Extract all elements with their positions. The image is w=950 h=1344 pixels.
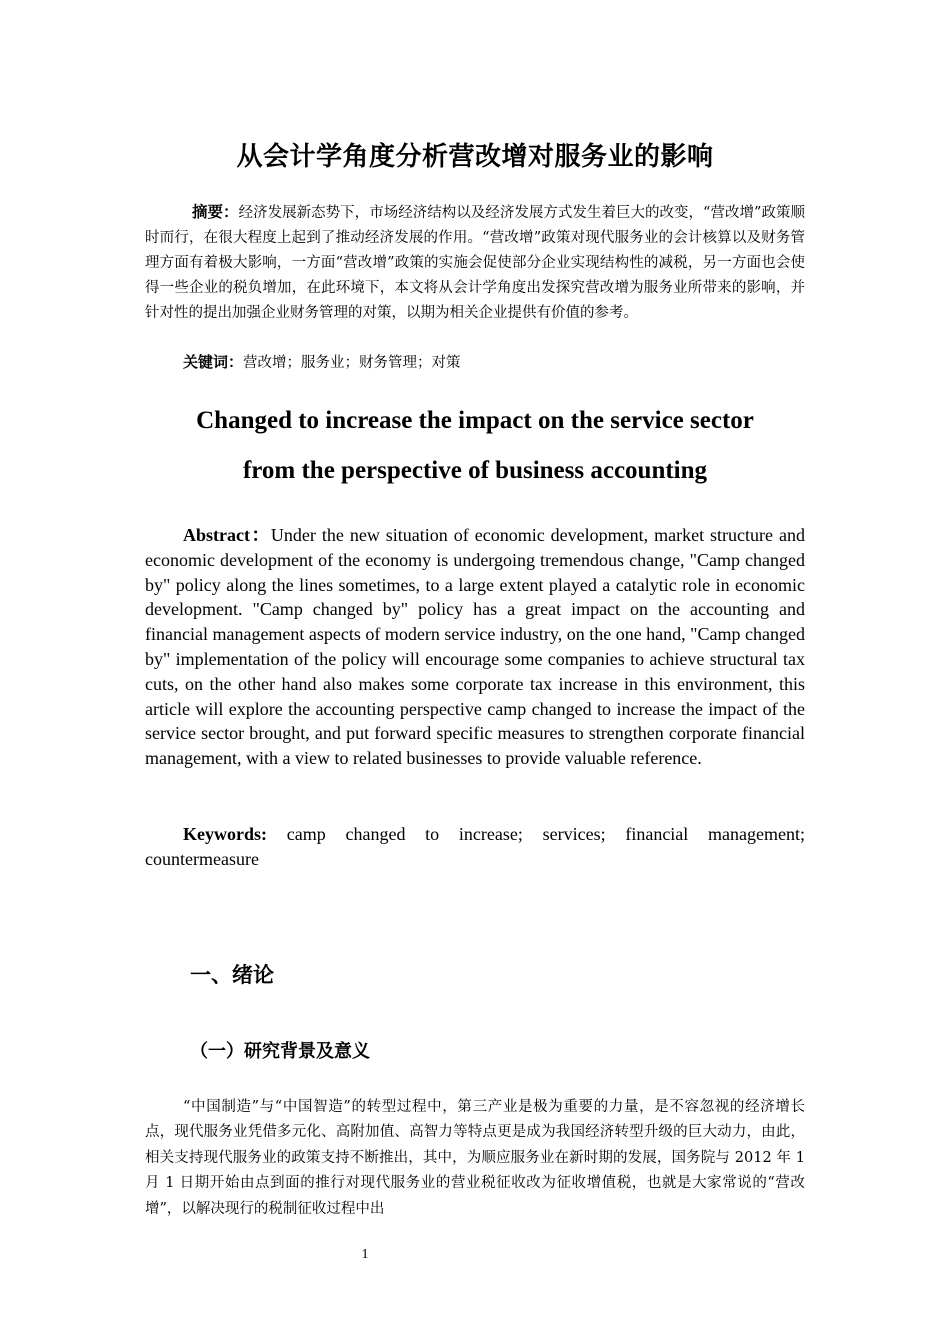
page-number: 1 xyxy=(361,1247,369,1262)
chinese-abstract xyxy=(145,200,805,326)
chinese-abstract-text: 经济发展新态势下，市场经济结构以及经济发展方式发生着巨大的改变，“营改增”政策顺时而行，在很大程度上起到了推动经济发展的作用。“营改增”政策对现代服务业的会计核算以及财务管理方面有着极大影响，一方面“营改增”政策的实施会促使部分企业实现结构性的减税，另一方面也会使得一些企业的税负增加，在此环境下，本文将从会计学角度出发探究营改增为服务业所带来的影响，并针对性的提出加强企业财务管理的对策，以期为相关企业提供有价值的参考。 xyxy=(145,205,805,321)
body-paragraph: “中国制造”与“中国智造”的转型过程中，第三产业是极为重要的力量，是不容忽视的经济增长点，现代服务业凭借多元化、高附加值、高智力等特点更是成为我国经济转型升级的巨大动力，由此，相关支持现代服务业的政策支持不断推出，其中，为顺应服务业在新时期的发展，国务院与 2012 年 1 月 1 日期开始由点到面的推行对现代服务业的营业税征收改为征收增值税，也就是大家常说的“营改增”，以解决现行的税制征收过程中出 xyxy=(145,1099,805,1217)
english-keywords-label: Keywords: xyxy=(183,824,267,844)
chinese-title: 从会计学角度分析营改增对服务业的影响 xyxy=(236,142,714,172)
english-title-line-1: Changed to increase the impact on the service sector xyxy=(196,407,754,434)
english-keywords-text: camp changed to increase; services; financial management; countermeasure xyxy=(145,824,806,869)
english-abstract-label: Abstract： xyxy=(183,525,271,545)
chinese-abstract-label: 摘要： xyxy=(192,203,239,221)
chinese-keywords-text: 营改增；服务业；财务管理；对策 xyxy=(243,355,461,371)
section-heading-introduction: 一、绪论 xyxy=(190,963,274,987)
english-abstract xyxy=(145,523,805,771)
chinese-keywords-label: 关键词： xyxy=(183,353,244,371)
subsection-heading-background: （一）研究背景及意义 xyxy=(190,1041,370,1062)
english-keywords xyxy=(145,822,805,872)
english-abstract-text: Under the new situation of economic development, market structure and economic development of the economy is undergoing tremendous change, "Camp changed by" policy along the lines sometimes, to a large extent played a catalytic role in economic development. "Camp changed by" policy has a great impact on the accounting and financial management aspects of modern service industry, on the one hand, "Camp changed by" implementation of the policy will encourage some companies to achieve structural tax cuts, on the other hand also makes some corporate tax increase in this environment, this article will explore the accounting perspective camp changed to increase the impact of the service sector brought, and put forward specific measures to strengthen corporate financial management, with a view to related businesses to provide valuable reference. xyxy=(145,525,805,769)
english-title-line-2: from the perspective of business accounting xyxy=(242,457,708,484)
chinese-keywords xyxy=(183,350,803,376)
